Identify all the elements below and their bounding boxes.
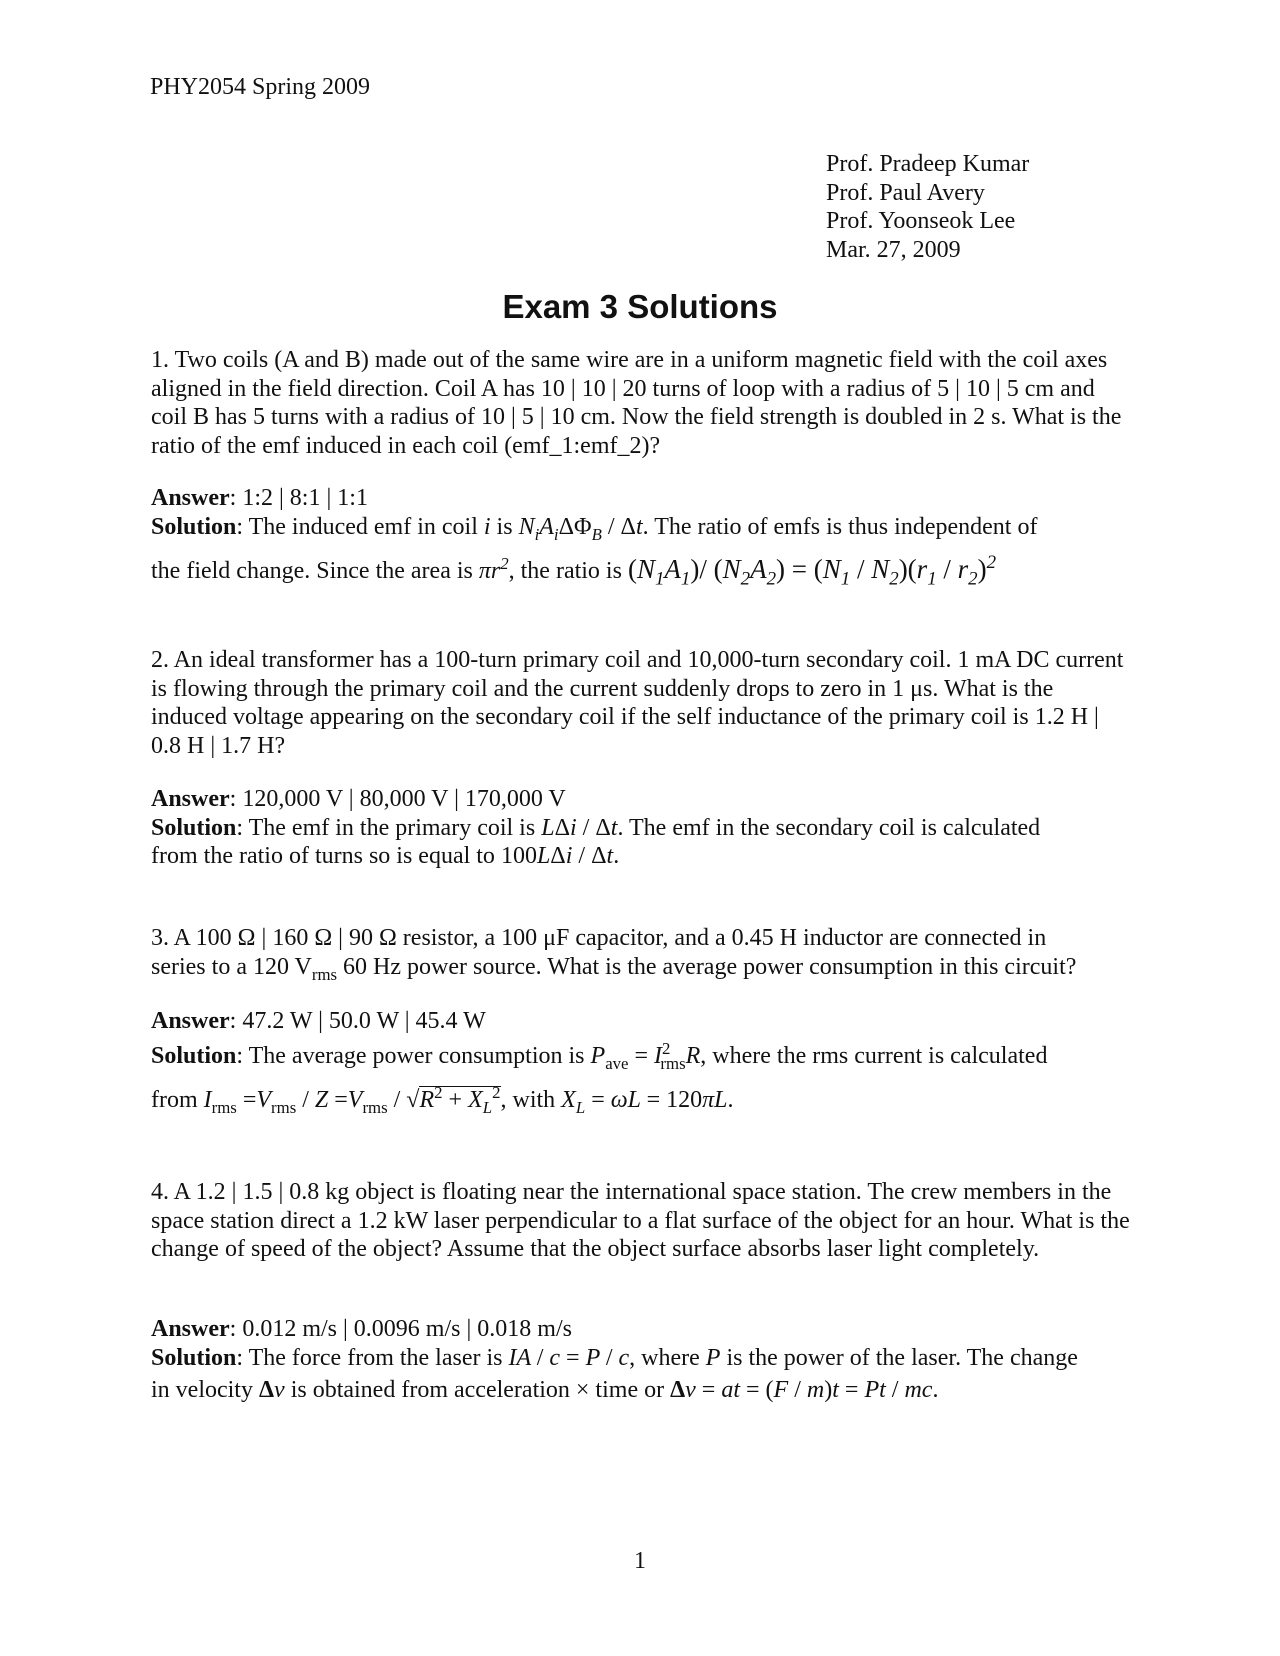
question-text: series to a 120 V [151,953,312,980]
professor-list [826,150,1029,264]
solution-label: Solution [151,814,237,841]
equation: $\pi r^2$ [478,554,509,585]
equation: $P_{ave} = I^2_{rms}R$ [590,1038,701,1073]
professor-name: Prof. Yoonseok Lee [826,208,1016,234]
answer-label: Answer [151,1008,230,1034]
answer-block-3 [151,1007,1131,1118]
equation: $(N_1A_1)/$ $(N_2A_2) = (N_1 / N_2)(r_1 / r_2)^2$ [627,552,997,590]
answer-line: Answer: 120,000 V | 80,000 V | 170,000 V [151,786,566,812]
solution-text: is [490,513,519,540]
equation: P [705,1344,721,1371]
solution-text: , where [629,1344,706,1371]
solution-text: The emf in the primary coil is [248,814,542,841]
solution-label: Solution [151,513,237,540]
solution-label: Solution [151,1042,237,1069]
question-3 [151,924,1131,984]
answer-label: Answer [151,1316,230,1342]
answer-value: 0.012 m/s | 0.0096 m/s | 0.018 m/s [242,1316,572,1342]
answer-label: Answer [151,485,230,511]
solution-line: Solution: The emf in the primary coil is LΔi / Δt. The emf in the secondary coil is calculated [151,814,1041,841]
equation: $I_{rms} =V_{rms} / Z =V_{rms} / √R^2 + X_L^2$ [203,1083,501,1118]
equation: 100LΔi / Δt [500,843,614,870]
solution-label: Solution [151,1344,237,1371]
solution-text: , with [500,1087,562,1114]
page-title: Exam 3 Solutions [502,288,778,325]
question-text: 4. A 1.2 | 1.5 | 0.8 kg object is floating near the international space station. The crew members in the space station direct a 1.2 kW laser perpendicular to a flat surface of the object for an hour. What is the change of speed of the object? Assume that the object surface absorbs laser light completely. [151,1179,1130,1263]
solution-line: from the ratio of turns so is equal to 100LΔi / Δt. [151,843,620,870]
question-text: 1. Two coils (A and B) made out of the same wire are in a uniform magnetic field with the coil axes aligned in the field direction. Coil A has 10 | 10 | 20 turns of loop with a radius of 5 | 10 | 5 cm and coil B has 5 turns with a radius of 10 | 5 | 10 cm. Now the field strength is doubled in 2 s. What is the ratio of the emf induced in each coil (emf_1:emf_2)? [151,347,1122,460]
answer-line: Answer: 1:2 | 8:1 | 1:1 [151,485,368,511]
solution-line: Solution: The force from the laser is IA / c = P / c, where P is the power of the laser. The change [151,1344,1078,1371]
question-text: rms [311,964,338,984]
solution-text: is the power of the laser. The change [720,1344,1078,1371]
page-number: 1 [634,1548,646,1574]
solution-text: , the ratio is [508,558,628,585]
equation: $X_L = \omega L = 120\pi L$ [561,1087,728,1118]
question-text: 3. A 100 Ω | 160 Ω | 90 Ω resistor, a 100 μF capacitor, and a 0.45 H inductor are connected in [151,925,1047,951]
equation: Δv [258,1377,285,1404]
equation: IA / c = P / c [508,1344,630,1371]
solution-text: is obtained from acceleration × time or [284,1377,671,1404]
professor-name: Prof. Paul Avery [826,179,985,206]
question-text-line [151,953,1131,982]
solution-text: The force from the laser is [248,1344,509,1371]
answer-block-1 [151,484,1131,590]
question-2 [151,646,1131,761]
equation: i [483,513,491,540]
solution-line: from $I_{rms} =V_{rms} / Z =V_{rms} / √R^2 + X_L^2$, with $X_L = \omega L = 120\pi L$. [151,1083,734,1118]
solution-text: The induced emf in coil [248,513,484,540]
question-4 [151,1178,1131,1264]
answer-value: 120,000 V | 80,000 V | 170,000 V [242,786,566,812]
solution-text: The average power consumption is [248,1042,591,1069]
solution-line: in velocity Δv is obtained from acceleration × time or Δv = at = (F / m)t = Pt / mc. [151,1377,939,1404]
professor-name: Prof. Pradeep Kumar [826,151,1030,177]
solution-text: in velocity [151,1377,259,1404]
exam-date: Mar. 27, 2009 [826,236,961,263]
question-1 [151,346,1131,461]
equation: LΔi / Δt [541,814,618,841]
solution-text: the field change. Since the area is [151,558,479,585]
solution-text: from the ratio of turns so is equal to [151,843,501,870]
answer-value: 1:2 | 8:1 | 1:1 [242,485,368,511]
answer-line: Answer: 47.2 W | 50.0 W | 45.4 W [151,1008,486,1034]
course-header: PHY2054 Spring 2009 [150,74,371,100]
answer-block-2 [151,785,1131,871]
solution-text: , where the rms current is calculated [700,1042,1048,1069]
answer-line: Answer: 0.012 m/s | 0.0096 m/s | 0.018 m/s [151,1316,572,1342]
question-text: 2. An ideal transformer has a 100-turn primary coil and 10,000-turn secondary coil. 1 mA DC current is flowing through the primary coil and the current suddenly drops to zero in 1 μs. What is the induced voltage appearing on the secondary coil if the self inductance of the primary coil is 1.2 H | 0.8 H | 1.7 H? [151,647,1124,760]
solution-line: Solution: The average power consumption is $P_{ave} = I^2_{rms}R$, where the rms current is calculated [151,1038,1048,1073]
solution-text: . The emf in the secondary coil is calculated [617,814,1041,841]
question-text: 60 Hz power source. What is the average power consumption in this circuit? [337,953,1077,980]
answer-value: 47.2 W | 50.0 W | 45.4 W [242,1008,486,1034]
equation: Δv = at = (F / m)t = Pt / mc [670,1377,933,1404]
answer-label: Answer [151,786,230,812]
solution-line: Solution: The induced emf in coil i is $N_iA_i\Delta\Phi_B$ / Δt. The ratio of emfs is thus independent of [151,513,1038,544]
solution-text: from [151,1087,204,1114]
answer-block-4 [151,1315,1131,1405]
solution-line [151,552,1131,590]
equation: $N_iA_i\Delta\Phi_B$ / Δt [518,513,643,544]
solution-text: . The ratio of emfs is thus independent of [642,513,1038,540]
